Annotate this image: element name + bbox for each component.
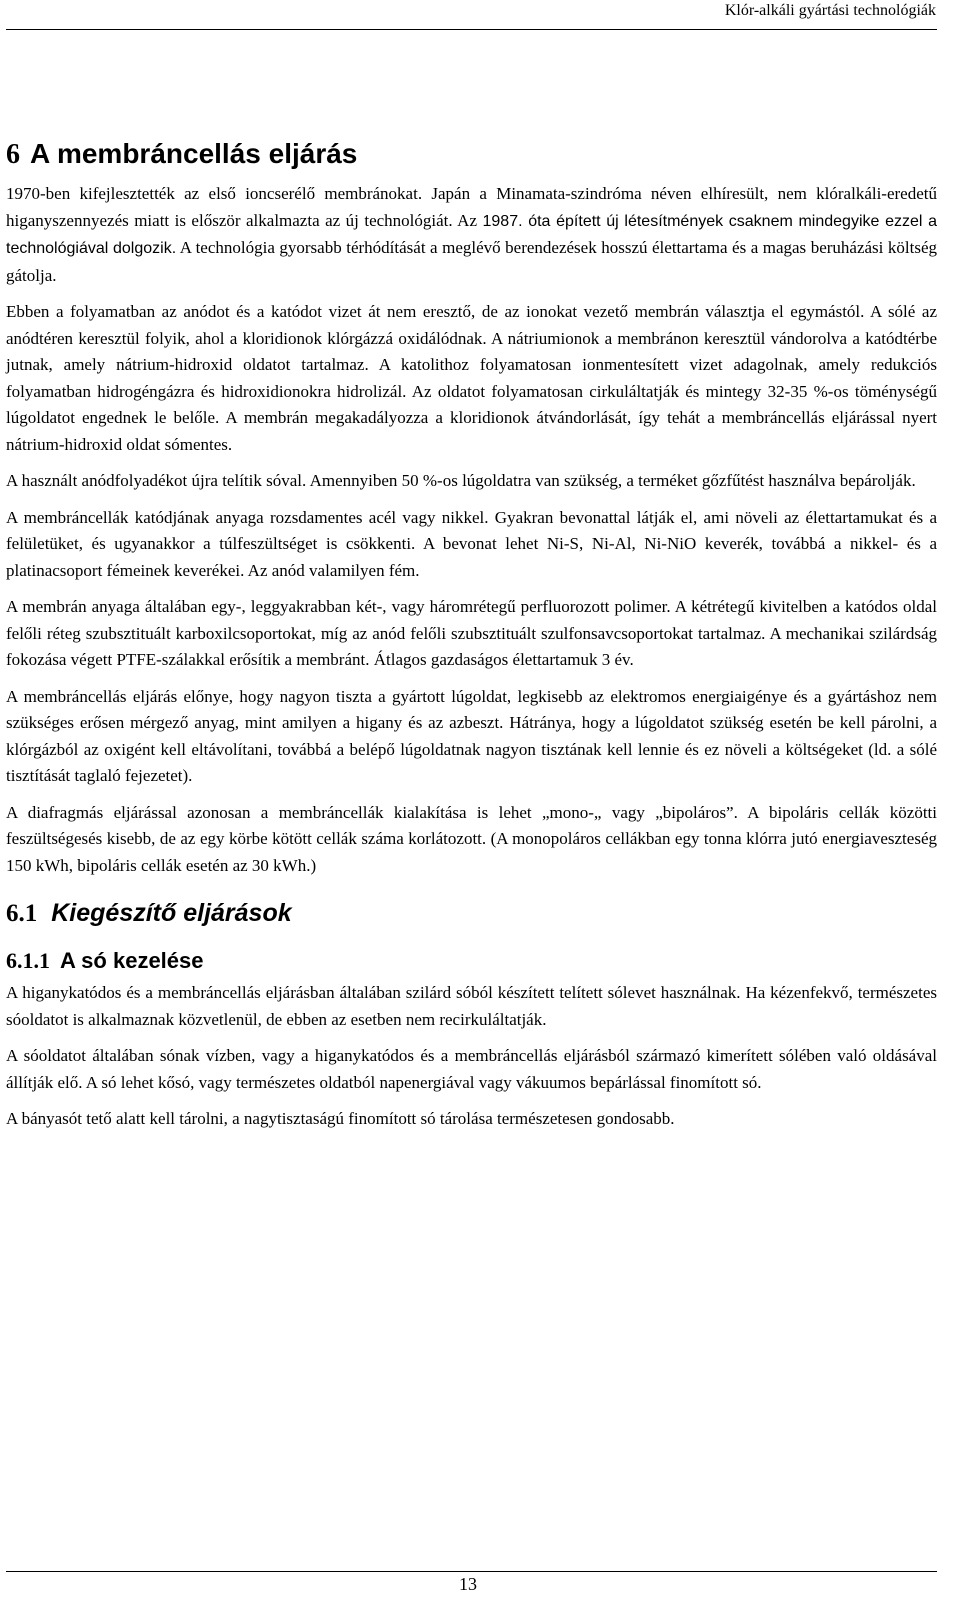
subsubsection-title: A só kezelése <box>60 948 204 973</box>
intro-paragraph <box>6 181 937 289</box>
body-paragraph: A használt anódfolyadékot újra telítik sóval. Amennyiben 50 %-os lúgoldatra van szükség, a terméket gőzfűtést használva bepárolják. <box>6 471 916 490</box>
body-paragraph: A membrán anyaga általában egy-, leggyakrabban két-, vagy háromrétegű perfluorozott polimer. A kétrétegű kivitelben a katódos oldal felőli réteg szubsztituált karboxilcsoportokat, míg az anód felőli szubsztituált szulfonsavcsoportokat tartalmaz. A mechanikai szilárdság fokozása végett PTFE-szálakkal erősítik a membránt. Átlagos gazdaságos élettartamuk 3 év. <box>6 597 937 669</box>
subsection-title: Kiegészítő eljárások <box>51 899 292 927</box>
subsection-heading <box>6 897 937 930</box>
subsubsection-heading <box>6 946 937 976</box>
header-rule <box>6 29 937 30</box>
intro-text-serif: 1970-ben kifejlesztették az első ioncserélő membránokat. Japán a Minamata-szindróma néven elhíresült, nem klóralkáli-eredetű higanyszennyezés miatt is először alkalmazta az új technológiát. Az <box>6 184 937 230</box>
page-number: 13 <box>459 1574 477 1594</box>
footer-rule <box>6 1571 937 1572</box>
section-heading <box>6 136 937 173</box>
body-paragraph: Ebben a folyamatban az anódot és a katódot vizet át nem eresztő, de az ionokat vezető membrán választja el egymástól. A sólé az anódtéren keresztül folyik, ahol a kloridionok klórgázzá oxidálódnak. A nátriumionok a membránon keresztül vándorolva a katódtérbe jutnak, amely nátrium-hidroxid oldatot tartalmaz. A katolithoz folyamatosan ionmentesített vizet adagolnak, amely redukciós folyamatban hidrogéngázra és hidroxidionokra hidrolizál. Az oldatot folyamatosan cirkuláltatják és mintegy 32-35 %-os töménységű lúgoldatot engednek le belőle. A membrán megakadályozza a kloridionok átvándorlását, így tehát a membráncellás eljárással nyert nátrium-hidroxid oldat sómentes. <box>6 302 937 454</box>
document-body <box>6 136 937 1143</box>
body-paragraph: A sóoldatot általában sónak vízben, vagy a higanykatódos és a membráncellás eljárásból származó kimerített sólében való oldásával állítják elő. A só lehet kősó, vagy természetes oldatból napenergiával vagy vákuumos bepárlással finomított só. <box>6 1046 937 1092</box>
body-paragraph: A bányasót tető alatt kell tárolni, a nagytisztaságú finomított só tárolása természetesen gondosabb. <box>6 1109 675 1128</box>
body-paragraph: A membráncellás eljárás előnye, hogy nagyon tiszta a gyártott lúgoldat, legkisebb az elektromos energiaigénye és a gyártáshoz nem szükséges erősen mérgező anyag, mint amilyen a higany és az azbeszt. Hátránya, hogy a lúgoldatot szükség esetén be kell párolni, a klórgázból az oxigént kell eltávolítani, továbbá a belépő lúgoldatnak nagyon tisztának kell lennie és ez növeli a költségeket (ld. a sólé tisztítását taglaló fejezetet). <box>6 686 937 785</box>
body-paragraph: A diafragmás eljárással azonosan a membráncellák kialakítása is lehet „mono-„ vagy „bipoláros”. A bipoláris cellák közötti feszültségesés kisebb, de az egy körbe kötött cellák száma korlátozott. (A monopoláros cellákban egy tonna klórra jutó energiaveszteség 150 kWh, bipoláris cellák esetén az 30 kWh.) <box>6 802 937 875</box>
body-paragraph: A higanykatódos és a membráncellás eljárásban általában szilárd sóból készített telített sólevet használnak. Ha kézenfekvő, természetes sóoldatot is alkalmaznak közvetlenül, de ebben az esetben nem recirkuláltatják. <box>6 983 937 1029</box>
subsubsection-number: 6.1.1 <box>6 948 50 973</box>
subsection-number: 6.1 <box>6 900 38 927</box>
body-paragraph: A membráncellák katódjának anyaga rozsdamentes acél vagy nikkel. Gyakran bevonattal látják el, ami növeli az élettartamukat és a felületüket, és ugyanakkor a túlfeszültséget is csökkenti. A bevonat lehet Ni-S, Ni-Al, Ni-NiO keverék, továbbá a nikkel- és a platinacsoport fémeinek keverékei. Az anód valamilyen fém. <box>6 507 937 580</box>
intro-text-sans: 1987. óta épített új létesítmények csaknem mindegyike ezzel a technológiával dolgozik. <box>6 212 938 257</box>
section-number: 6 <box>6 139 20 170</box>
intro-text-tail: A technológia gyorsabb térhódítását a meglévő berendezések hosszú élettartama és a magas beruházási költség gátolja. <box>6 238 937 285</box>
running-header: Klór-alkáli gyártási technológiák <box>724 2 936 19</box>
section-title: A membráncellás eljárás <box>30 138 358 169</box>
